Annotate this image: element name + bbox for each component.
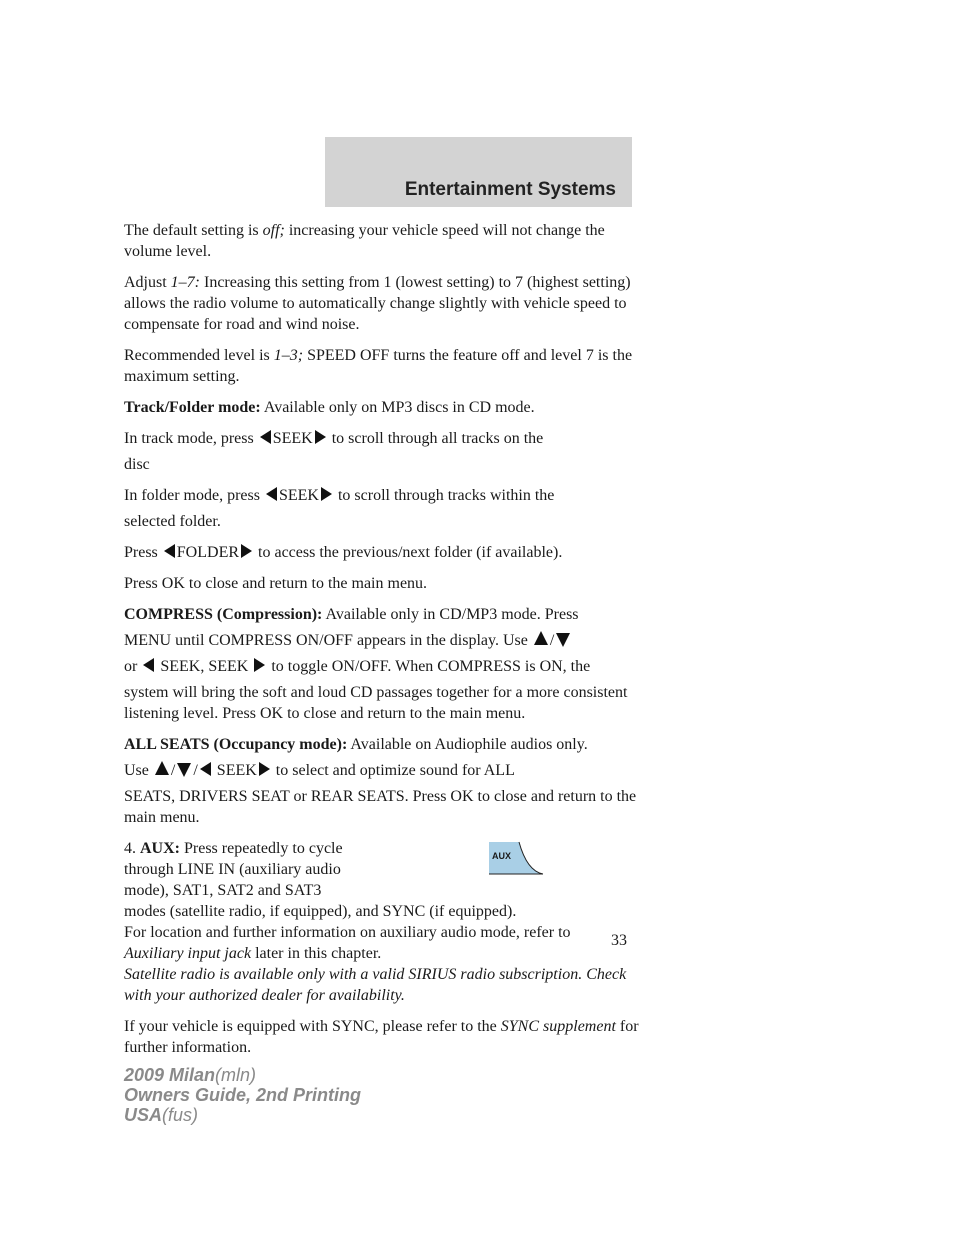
track-mode-line-cont: disc (124, 456, 150, 473)
seek-right-icon (315, 430, 326, 444)
compress-rest: system will bring the soft and loud CD passages together for a more consistent listening level. Press OK to close and return to the main menu. (124, 684, 628, 722)
paragraph-recommended: Recommended level is 1–3; SPEED OFF turns the feature off and level 7 is the maximum setting. (124, 347, 633, 385)
page-content (124, 220, 644, 1068)
aux-refer: For location and further information on auxiliary audio mode, refer to (124, 924, 571, 941)
down-arrow-icon (177, 763, 191, 777)
seek-left-icon (200, 762, 211, 776)
folder-mode-line-cont: selected folder. (124, 513, 221, 530)
aux-note: Satellite radio is available only with a valid SIRIUS radio subscription. Check with your authorized dealer for availability. (124, 966, 627, 1004)
seek-left-icon (260, 430, 271, 444)
folder-left-icon (164, 544, 175, 558)
folder-press-line: Press FOLDER to access the previous/next folder (if available). (124, 544, 563, 561)
track-folder-heading: Track/Folder mode: Available only on MP3 discs in CD mode. (124, 399, 535, 416)
track-mode-line: In track mode, press SEEK to scroll through all tracks on the (124, 430, 544, 447)
seek-left-icon (266, 487, 277, 501)
footer-line-2: Owners Guide, 2nd Printing (124, 1085, 362, 1105)
aux-section (124, 838, 644, 1006)
paragraph-default-setting: The default setting is off; increasing your vehicle speed will not change the volume level. (124, 222, 605, 260)
seek-left-icon (143, 658, 154, 672)
aux-intro: 4. AUX: Press repeatedly to cycle through LINE IN (auxiliary audio mode), SAT1, SAT2 and SAT3 (124, 840, 343, 899)
seats-line-2: Use / / SEEK to select and optimize sound for ALL (124, 762, 515, 779)
section-header (325, 137, 632, 207)
footer-line-1: 2009 Milan(mln) (124, 1065, 257, 1085)
up-arrow-icon (534, 631, 548, 645)
down-arrow-icon (556, 633, 570, 647)
document-footer (124, 1065, 361, 1125)
footer-line-3: USA(fus) (124, 1105, 199, 1125)
aux-icon-label: AUX (492, 851, 512, 861)
seek-right-icon (254, 658, 265, 672)
seats-rest: SEATS, DRIVERS SEAT or REAR SEATS. Press OK to close and return to the main menu. (124, 788, 637, 826)
seats-heading: ALL SEATS (Occupancy mode): Available on Audiophile audios only. (124, 736, 588, 753)
seek-right-icon (259, 762, 270, 776)
paragraph-adjust: Adjust 1–7: Increasing this setting from 1 (lowest setting) to 7 (highest setting) allows the radio volume to automatically change slightly with vehicle speed to compensate for road and wind noise. (124, 274, 631, 333)
aux-refer-cont: Auxiliary input jack later in this chapter. (124, 945, 382, 962)
sync-paragraph: If your vehicle is equipped with SYNC, please refer to the SYNC supplement for further information. (124, 1018, 639, 1056)
compress-line-2: MENU until COMPRESS ON/OFF appears in the display. Use / (124, 630, 644, 651)
aux-button-icon (488, 841, 544, 875)
page-number: 33 (611, 932, 627, 949)
folder-right-icon (241, 544, 252, 558)
up-arrow-icon (155, 761, 169, 775)
seek-right-icon (321, 487, 332, 501)
compress-line-3: or SEEK, SEEK to toggle ON/OFF. When COMPRESS is ON, the (124, 658, 591, 675)
track-close-line: Press OK to close and return to the main menu. (124, 575, 428, 592)
compress-heading: COMPRESS (Compression): Available only in CD/MP3 mode. Press (124, 606, 579, 623)
aux-modes: modes (satellite radio, if equipped), and SYNC (if equipped). (124, 903, 517, 920)
section-title: Entertainment Systems (404, 179, 616, 200)
folder-mode-line: In folder mode, press SEEK to scroll through tracks within the (124, 487, 555, 504)
